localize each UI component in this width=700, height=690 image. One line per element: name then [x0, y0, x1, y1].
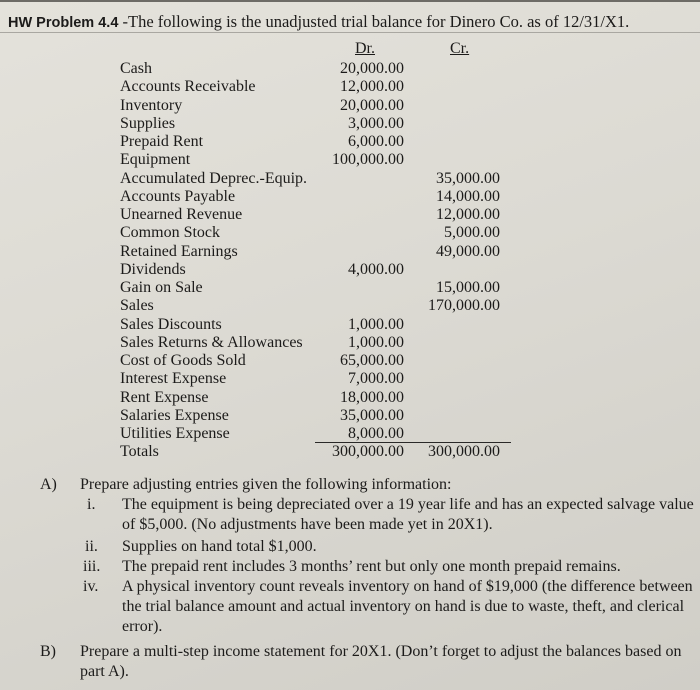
account-row: [0, 352, 700, 370]
account-name: Sales Discounts: [120, 315, 222, 333]
account-row: [0, 425, 700, 443]
part-b-label: B): [40, 643, 56, 660]
part-a-label: A): [40, 476, 57, 493]
account-name: Cash: [120, 60, 152, 77]
account-name: Common Stock: [120, 224, 221, 242]
account-row: [0, 297, 700, 315]
item-text: A physical inventory count reveals inventory on hand of $19,000 (the difference between the trial balance amount and actual inventory on hand is due to waste, theft, and clerical error).: [122, 578, 693, 635]
debit-amount: 20,000.00: [340, 96, 404, 114]
totals-row: [0, 443, 700, 461]
item-number: i.: [87, 496, 96, 513]
part-b-instruction: Prepare a multi-step income statement for 20X1. (Don’t forget to adjust the balances based on part A).: [80, 643, 682, 680]
account-name: Prepaid Rent: [120, 133, 204, 150]
account-row: [0, 115, 700, 133]
account-name: Unearned Revenue: [120, 206, 243, 223]
account-name: Sales Returns & Allowances: [120, 333, 303, 351]
debit-column-header: Dr.: [355, 40, 375, 57]
account-row: [0, 151, 700, 169]
debit-amount: 1,000.00: [348, 333, 404, 351]
credit-amount: 49,000.00: [436, 242, 500, 260]
credit-amount: 35,000.00: [436, 169, 500, 187]
problem-header: [0, 0, 700, 33]
problem-description: -The following is the unadjusted trial balance for Dinero Co. as of 12/31/X1.: [118, 12, 630, 31]
debit-amount: 7,000.00: [348, 370, 404, 388]
account-name: Retained Earnings: [120, 242, 238, 260]
credit-column-header: Cr.: [450, 40, 470, 57]
debit-amount: 35,000.00: [340, 406, 404, 424]
account-name: Salaries Expense: [120, 406, 229, 424]
account-row: [0, 334, 700, 352]
account-name: Inventory: [120, 96, 183, 114]
account-row: [0, 279, 700, 297]
account-name: Accounts Receivable: [120, 78, 256, 96]
totals-rule: [315, 442, 511, 443]
debit-amount: 3,000.00: [348, 114, 404, 132]
debit-amount: 65,000.00: [340, 352, 404, 369]
account-row: [0, 243, 700, 261]
account-row: [0, 389, 700, 407]
totals-label: Totals: [120, 443, 159, 461]
account-row: [0, 261, 700, 279]
account-row: [0, 188, 700, 206]
account-name: Dividends: [120, 260, 186, 278]
account-name: Accounts Payable: [120, 187, 236, 205]
account-name: Accumulated Deprec.-Equip.: [120, 169, 308, 187]
debit-amount: 20,000.00: [340, 60, 404, 77]
debit-amount: 1,000.00: [348, 315, 404, 333]
account-row: [0, 370, 700, 388]
account-name: Sales: [120, 297, 154, 315]
item-text: The prepaid rent includes 3 months’ rent but only one month prepaid remains.: [122, 558, 621, 575]
account-row: [0, 316, 700, 334]
credit-amount: 12,000.00: [436, 206, 500, 223]
account-name: Utilities Expense: [120, 425, 230, 442]
account-name: Cost of Goods Sold: [120, 352, 246, 369]
account-row: [0, 133, 700, 151]
item-number: ii.: [85, 538, 98, 555]
debit-amount: 100,000.00: [332, 151, 404, 169]
debit-amount: 12,000.00: [340, 78, 404, 96]
account-name: Interest Expense: [120, 370, 227, 388]
part-a-instruction: Prepare adjusting entries given the following information:: [80, 476, 452, 493]
item-number: iii.: [83, 558, 101, 575]
account-row: [0, 206, 700, 224]
account-name: Rent Expense: [120, 388, 209, 406]
credit-amount: 14,000.00: [436, 187, 500, 205]
account-row: [0, 78, 700, 96]
item-text: The equipment is being depreciated over a 19 year life and has an expected salvage value of $5,000. (No adjustments have been made yet in 20X1).: [122, 496, 694, 533]
trial-balance-table: [0, 60, 700, 462]
account-name: Supplies: [120, 114, 176, 132]
debit-amount: 4,000.00: [348, 260, 404, 278]
credit-amount: 15,000.00: [436, 279, 500, 296]
problem-number: HW Problem 4.4: [8, 15, 119, 31]
account-name: Equipment: [120, 151, 191, 169]
account-row: [0, 60, 700, 78]
account-name: Gain on Sale: [120, 279, 203, 296]
account-row: [0, 407, 700, 425]
item-number: iv.: [83, 578, 99, 595]
credit-total: 300,000.00: [428, 443, 500, 461]
credit-amount: 5,000.00: [444, 224, 500, 242]
debit-amount: 8,000.00: [348, 425, 404, 442]
debit-total: 300,000.00: [332, 443, 404, 461]
debit-amount: 6,000.00: [348, 133, 404, 150]
item-text: Supplies on hand total $1,000.: [122, 538, 317, 555]
part-a: [0, 475, 700, 690]
credit-amount: 170,000.00: [428, 297, 500, 315]
account-row: [0, 224, 700, 242]
account-row: [0, 97, 700, 115]
problem-title: [8, 12, 629, 32]
debit-amount: 18,000.00: [340, 388, 404, 406]
account-row: [0, 170, 700, 188]
